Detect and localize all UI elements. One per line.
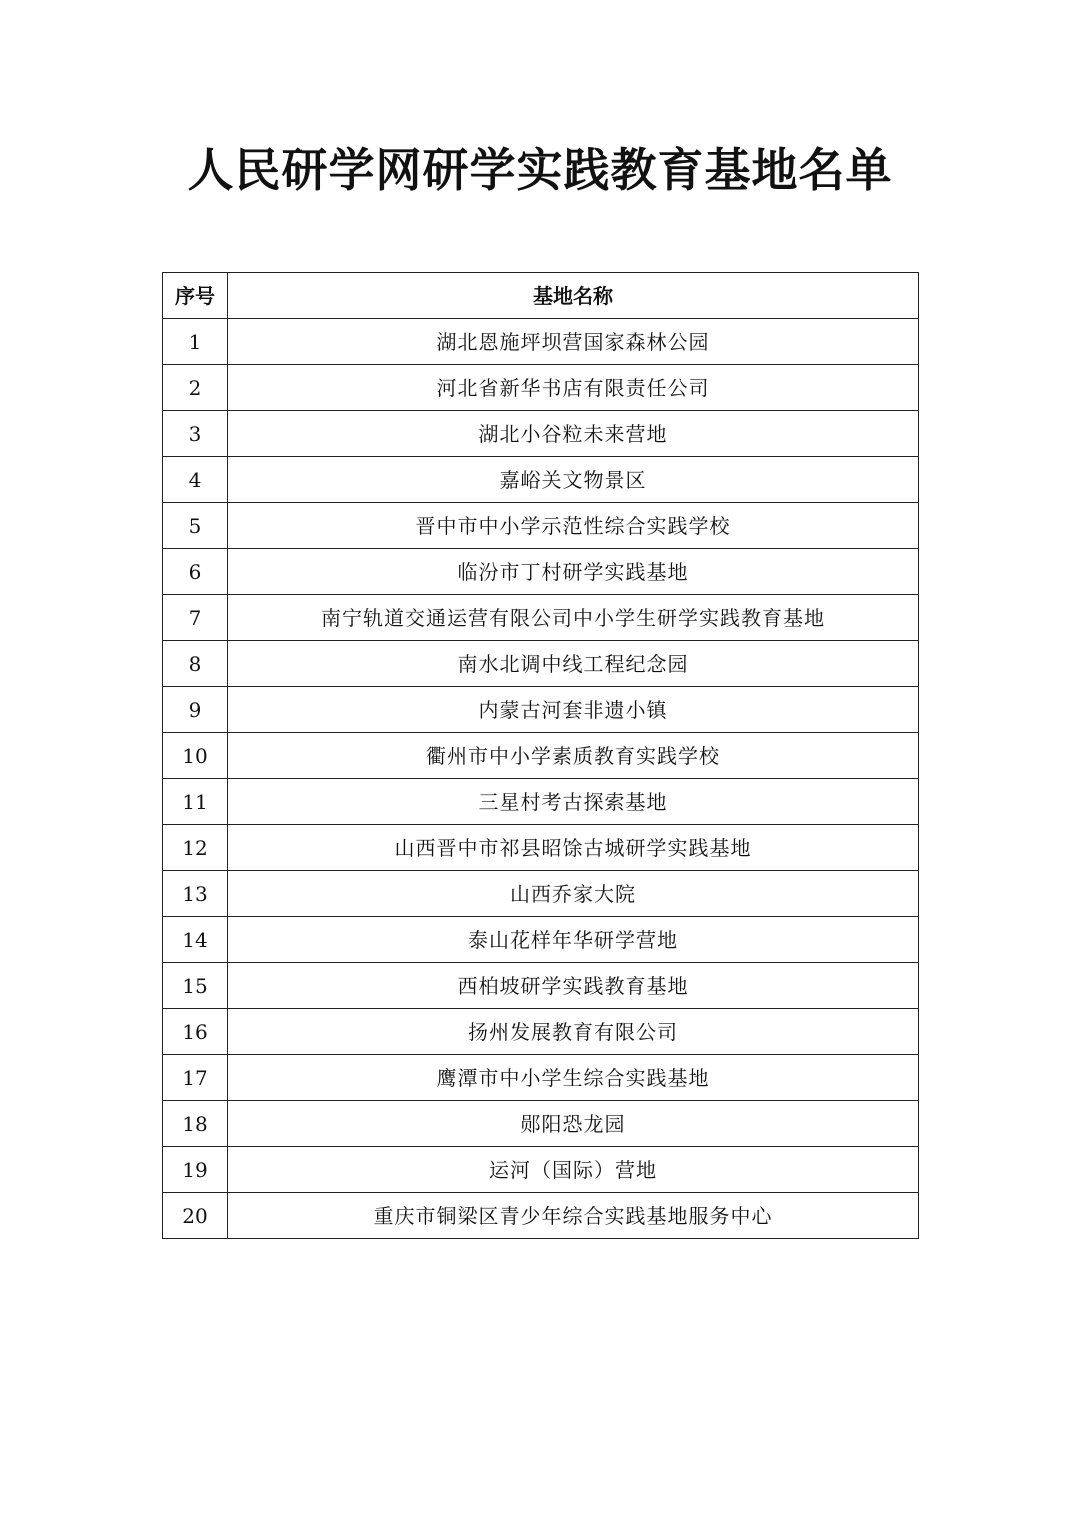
row-name: 郧阳恐龙园 bbox=[228, 1101, 919, 1147]
row-name: 衢州市中小学素质教育实践学校 bbox=[228, 733, 919, 779]
row-name: 扬州发展教育有限公司 bbox=[228, 1009, 919, 1055]
row-index: 6 bbox=[163, 549, 228, 595]
row-name: 南水北调中线工程纪念园 bbox=[228, 641, 919, 687]
table-row bbox=[163, 549, 919, 595]
table-row bbox=[163, 825, 919, 871]
table-row bbox=[163, 457, 919, 503]
row-name: 嘉峪关文物景区 bbox=[228, 457, 919, 503]
table-row bbox=[163, 733, 919, 779]
row-name: 湖北小谷粒未来营地 bbox=[228, 411, 919, 457]
row-index: 3 bbox=[163, 411, 228, 457]
table-row bbox=[163, 1101, 919, 1147]
header-index: 序号 bbox=[163, 273, 228, 319]
header-name: 基地名称 bbox=[228, 273, 919, 319]
row-index: 13 bbox=[163, 871, 228, 917]
row-index: 15 bbox=[163, 963, 228, 1009]
row-index: 1 bbox=[163, 319, 228, 365]
table-row bbox=[163, 871, 919, 917]
row-name: 重庆市铜梁区青少年综合实践基地服务中心 bbox=[228, 1193, 919, 1239]
table-row bbox=[163, 779, 919, 825]
row-name: 南宁轨道交通运营有限公司中小学生研学实践教育基地 bbox=[228, 595, 919, 641]
row-index: 12 bbox=[163, 825, 228, 871]
row-index: 16 bbox=[163, 1009, 228, 1055]
table-row bbox=[163, 1055, 919, 1101]
table-row bbox=[163, 641, 919, 687]
table-row bbox=[163, 1009, 919, 1055]
row-index: 11 bbox=[163, 779, 228, 825]
table-row bbox=[163, 1147, 919, 1193]
row-name: 湖北恩施坪坝营国家森林公园 bbox=[228, 319, 919, 365]
row-name: 山西乔家大院 bbox=[228, 871, 919, 917]
row-name: 山西晋中市祁县昭馀古城研学实践基地 bbox=[228, 825, 919, 871]
row-index: 20 bbox=[163, 1193, 228, 1239]
table-row bbox=[163, 595, 919, 641]
row-name: 鹰潭市中小学生综合实践基地 bbox=[228, 1055, 919, 1101]
table-row bbox=[163, 411, 919, 457]
row-name: 内蒙古河套非遗小镇 bbox=[228, 687, 919, 733]
row-name: 西柏坡研学实践教育基地 bbox=[228, 963, 919, 1009]
row-name: 晋中市中小学示范性综合实践学校 bbox=[228, 503, 919, 549]
table-header-row bbox=[163, 273, 919, 319]
row-name: 河北省新华书店有限责任公司 bbox=[228, 365, 919, 411]
table-row bbox=[163, 1193, 919, 1239]
row-name: 临汾市丁村研学实践基地 bbox=[228, 549, 919, 595]
row-index: 19 bbox=[163, 1147, 228, 1193]
row-name: 三星村考古探索基地 bbox=[228, 779, 919, 825]
row-index: 17 bbox=[163, 1055, 228, 1101]
row-index: 4 bbox=[163, 457, 228, 503]
row-index: 5 bbox=[163, 503, 228, 549]
row-name: 运河（国际）营地 bbox=[228, 1147, 919, 1193]
row-index: 10 bbox=[163, 733, 228, 779]
page-title: 人民研学网研学实践教育基地名单 bbox=[187, 143, 893, 197]
base-list-table bbox=[162, 272, 919, 1239]
row-index: 2 bbox=[163, 365, 228, 411]
table-row bbox=[163, 963, 919, 1009]
row-index: 14 bbox=[163, 917, 228, 963]
table-row bbox=[163, 503, 919, 549]
row-index: 9 bbox=[163, 687, 228, 733]
row-index: 8 bbox=[163, 641, 228, 687]
row-index: 18 bbox=[163, 1101, 228, 1147]
row-index: 7 bbox=[163, 595, 228, 641]
table-body bbox=[163, 319, 919, 1239]
table-row bbox=[163, 365, 919, 411]
table-row bbox=[163, 687, 919, 733]
row-name: 泰山花样年华研学营地 bbox=[228, 917, 919, 963]
table-row bbox=[163, 917, 919, 963]
table-row bbox=[163, 319, 919, 365]
